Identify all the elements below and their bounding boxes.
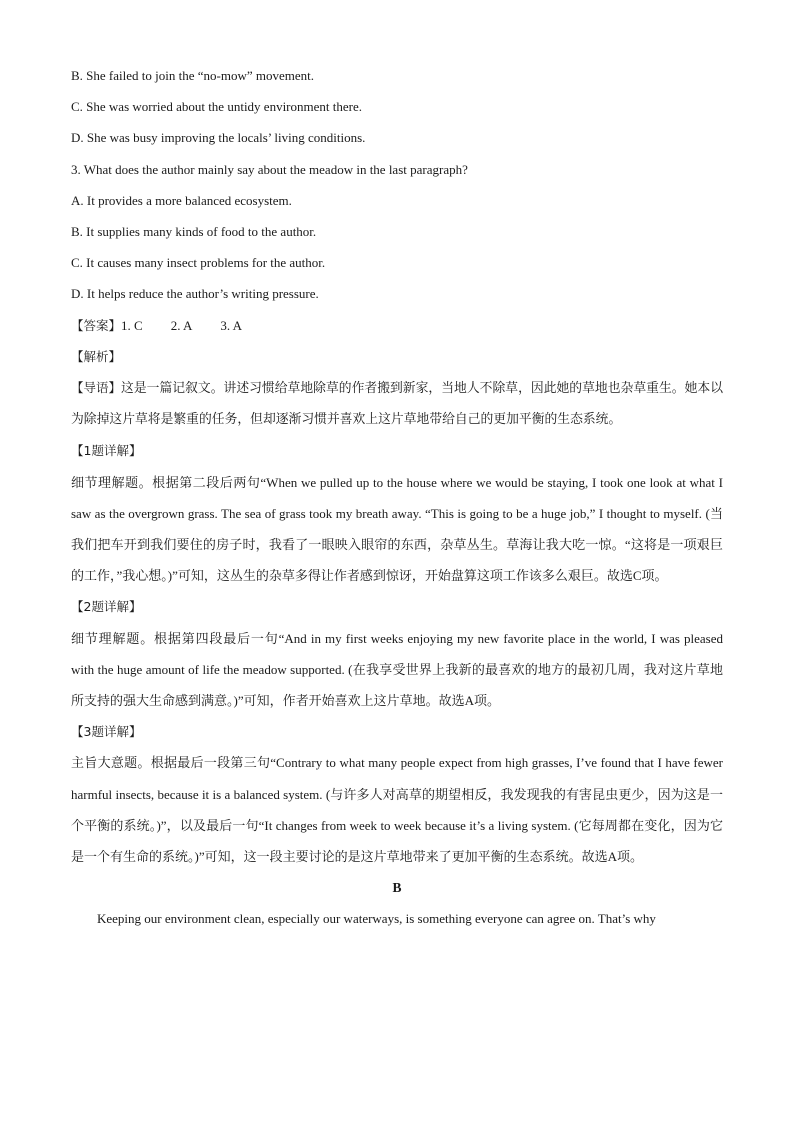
detail-3-label: 【3题详解】 [71,724,142,740]
answer-item-2: 2. A [170,317,193,333]
document-page [71,60,723,935]
section-b-heading: B [392,880,402,896]
analysis-label: 【解析】 [71,348,122,364]
option-2b: B. She failed to join the “no-mow” movement. [71,68,314,83]
detail-1-text: 细节理解题。根据第二段后两句“When we pulled up to the house where we would be staying, I took one look at what I saw as the overgrown grass. The sea of grass took my breath away. “This is going to be a huge job,” I thought to myself. (当我们把车开到我们要住的房子时，我看了一眼映入眼帘的东西，杂草丛生。草海让我大吃一惊。“这将是一项艰巨的工作，”我心想。)”可知，这丛生的杂草多得让作者感到惊讶，开始盘算这项工作该多么艰巨。故选C项。 [71,474,723,584]
answer-label: 【答案】 [71,317,122,333]
section-b-first-line: Keeping our environment clean, especially our waterways, is something everyone can agree on. That’s why [97,911,656,927]
option-3b: B. It supplies many kinds of food to the author. [71,224,317,240]
option-3c: C. It causes many insect problems for the author. [71,255,326,271]
answer-item-1: 1. C [121,317,143,333]
guide-label: 【导语】 [71,380,122,396]
detail-2-label: 【2题详解】 [71,599,142,615]
guide-text: 这是一篇记叙文。讲述习惯给草地除草的作者搬到新家，当地人不除草，因此她的草地也杂草重生。她本以为除掉这片草将是繁重的任务，但却逐渐习惯并喜欢上这片草地带给自己的更加平衡的生态系统。 [71,381,723,428]
option-2d: D. She was busy improving the locals’ living conditions. [71,130,366,146]
detail-3-text: 主旨大意题。根据最后一段第三句“Contrary to what many people expect from high grasses, I’ve found that I have fewer harmful insects, because it is a balanced system. (与许多人对高草的期望相反，我发现我的有害昆虫更少，因为这是一个平衡的系统。)”，以及最后一句“It changes from week to week because it’s a living system. (它每周都在变化，因为它是一个有生命的系统。)”可知，这一段主要讨论的是这片草地带来了更加平衡的生态系统。故选A项。 [71,755,723,865]
option-3a: A. It provides a more balanced ecosystem. [71,192,292,208]
detail-2-text: 细节理解题。根据第四段最后一句“And in my first weeks enjoying my new favorite place in the world, I was pleased with the huge amount of life the meadow supported. (在我享受世界上我新的最喜欢的地方的最初几周，我对这片草地所支持的强大生命感到满意。)”可知，作者开始喜欢上这片草地。故选A项。 [71,630,723,709]
answer-line [71,310,723,341]
guide-paragraph [71,372,723,435]
answer-item-3: 3. A [220,317,243,333]
option-3d: D. It helps reduce the author’s writing pressure. [71,286,319,302]
option-2c: C. She was worried about the untidy environment there. [71,99,362,115]
question-3-stem: 3. What does the author mainly say about the meadow in the last paragraph? [71,161,468,177]
detail-1-label: 【1题详解】 [71,443,142,459]
